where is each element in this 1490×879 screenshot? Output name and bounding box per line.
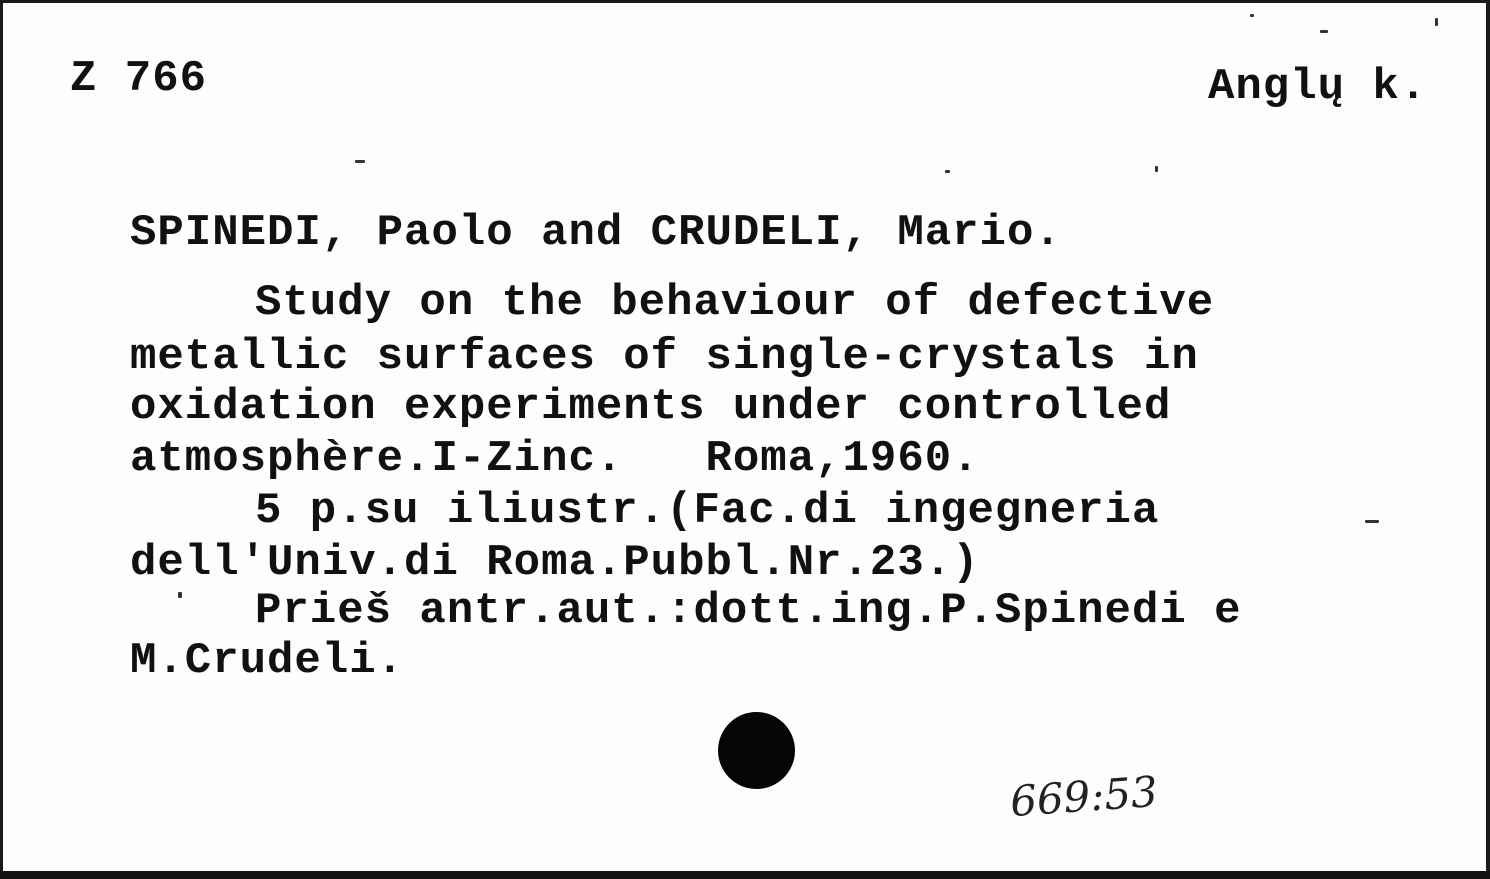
title-line: Study on the behaviour of defective [255,278,1215,328]
note-line: Prieš antr.aut.:dott.ing.P.Spinedi e [255,586,1242,636]
handwritten-shelf-mark: 669:53 [1008,766,1160,827]
punch-hole [718,712,795,789]
collation-line: dell'Univ.di Roma.Pubbl.Nr.23.) [130,538,980,588]
title-line: metallic surfaces of single-crystals in [130,332,1199,382]
ink-speck [1435,18,1438,26]
collation-line: 5 p.su iliustr.(Fac.di ingegneria [255,486,1160,536]
title-line: oxidation experiments under controlled [130,382,1172,432]
note-line: M.Crudeli. [130,636,405,686]
ink-speck [945,170,950,173]
title-line: atmosphère.I-Zinc. Roma,1960. [130,434,980,484]
card-border-bottom [0,871,1490,879]
card-border-top [0,0,1490,3]
ink-speck [1365,520,1379,523]
card-border-left [0,0,3,879]
ink-speck [178,592,182,598]
call-number: Z 766 [70,54,208,104]
authors-heading: SPINEDI, Paolo and CRUDELI, Mario. [130,208,1062,258]
card-border-right [1486,0,1490,879]
ink-speck [1320,30,1328,33]
ink-speck [355,160,365,163]
ink-speck [1250,14,1254,17]
language-note: Anglų k. [1208,62,1428,112]
ink-speck [1155,166,1158,172]
